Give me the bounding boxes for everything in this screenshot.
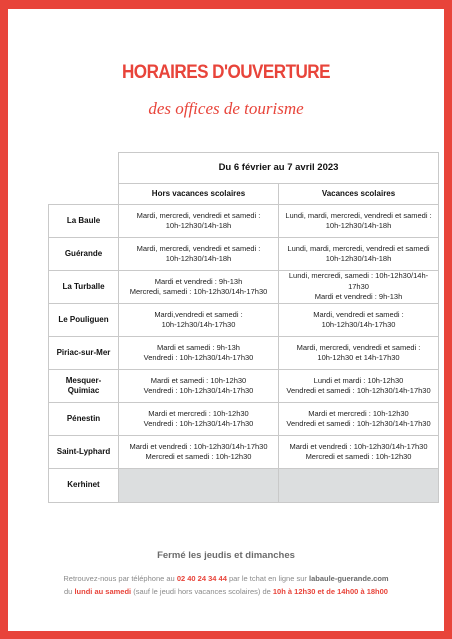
- hours-line: 10h-12h30 et 14h-17h30: [317, 353, 400, 362]
- hours-hors-vacances: [119, 271, 279, 304]
- contact-footer: [18, 572, 434, 598]
- hours-line: 10h-12h30/14h-18h: [165, 254, 232, 263]
- hours-hors-vacances: [119, 205, 279, 238]
- hours-line: Mardi et vendredi : 9h-13h: [314, 292, 403, 302]
- hours-hors-vacances: [119, 469, 279, 503]
- hours-vacances: [279, 271, 439, 304]
- hours-line: 10h-12h30/14h-17h30: [161, 320, 236, 329]
- hours-line: Lundi, mardi, mercredi, vendredi et samedi :: [285, 210, 432, 220]
- hours-hors-vacances: [119, 304, 279, 337]
- hours-vacances: [279, 337, 439, 370]
- hours-line: Mardi et samedi : 10h-12h30: [150, 375, 247, 385]
- office-name: Kerhinet: [49, 469, 119, 503]
- table-row: [49, 205, 439, 238]
- page-subtitle: des offices de tourisme: [148, 99, 304, 118]
- hours-line: Mardi et mercredi : 10h-12h30: [308, 408, 409, 418]
- hours-line: Lundi, mardi, mercredi, vendredi et samedi: [287, 243, 430, 253]
- office-name: Le Pouliguen: [49, 304, 119, 337]
- office-name: La Baule: [49, 205, 119, 238]
- office-name: Pénestin: [49, 403, 119, 436]
- hours-vacances: [279, 436, 439, 469]
- period-header: Du 6 février au 7 avril 2023: [119, 153, 439, 184]
- closed-days-note: Fermé les jeudis et dimanches: [157, 550, 295, 561]
- hours-line: Mardi,vendredi et samedi :: [154, 309, 243, 319]
- opening-hours-table: [48, 152, 439, 503]
- office-name: Guérande: [49, 238, 119, 271]
- hours-line: Mardi et vendredi : 10h-12h30/14h-17h30: [129, 441, 268, 451]
- phone-number: 02 40 24 34 44: [176, 574, 227, 583]
- hours-line: 10h-12h30/14h-18h: [165, 221, 232, 230]
- hours-hors-vacances: [119, 436, 279, 469]
- days-range: lundi au samedi: [74, 587, 132, 596]
- footer-text: par le tchat en ligne sur: [226, 574, 309, 583]
- hours-line: 10h-12h30/14h-18h: [325, 221, 392, 230]
- hours-line: Mardi et samedi : 9h-13h: [157, 342, 240, 352]
- table-row: [49, 403, 439, 436]
- hours-line: Mercredi et samedi : 10h-12h30: [305, 452, 412, 461]
- hours-vacances: [279, 370, 439, 403]
- column-header-hors-vacances: Hors vacances scolaires: [119, 184, 279, 205]
- table-corner: [49, 184, 119, 205]
- hours-range: 10h à 12h30 et de 14h00 à 18h00: [272, 587, 388, 596]
- hours-line: Mardi et vendredi : 9h-13h: [154, 276, 243, 286]
- hours-line: Mercredi et samedi : 10h-12h30: [145, 452, 252, 461]
- office-name: La Turballe: [49, 271, 119, 304]
- footer-text: (sauf le jeudi hors vacances scolaires) de: [131, 587, 273, 596]
- hours-line: Mardi et mercredi : 10h-12h30: [148, 408, 249, 418]
- table-corner: [49, 153, 119, 184]
- footer-text: du: [64, 587, 75, 596]
- hours-line: Mardi, mercredi, vendredi et samedi :: [296, 342, 421, 352]
- hours-line: Vendredi : 10h-12h30/14h-17h30: [143, 386, 254, 395]
- website-link[interactable]: labaule-guerande.com: [309, 574, 389, 583]
- hours-vacances: [279, 205, 439, 238]
- hours-vacances: [279, 469, 439, 503]
- hours-line: Vendredi : 10h-12h30/14h-17h30: [143, 419, 254, 428]
- hours-hors-vacances: [119, 403, 279, 436]
- poster-sheet: [8, 9, 444, 631]
- hours-hors-vacances: [119, 238, 279, 271]
- hours-line: Vendredi et samedi : 10h-12h30/14h-17h30: [286, 386, 431, 395]
- hours-line: Mardi, vendredi et samedi :: [313, 309, 404, 319]
- hours-line: Mercredi, samedi : 10h-12h30/14h-17h30: [129, 287, 268, 296]
- hours-line: 10h-12h30/14h-17h30: [321, 320, 396, 329]
- office-name: Saint-Lyphard: [49, 436, 119, 469]
- hours-line: Mardi, mercredi, vendredi et samedi :: [136, 243, 261, 253]
- page-title: HORAIRES D'OUVERTURE: [121, 62, 330, 83]
- schedule-body: [49, 205, 439, 503]
- hours-vacances: [279, 403, 439, 436]
- hours-line: Vendredi : 10h-12h30/14h-17h30: [143, 353, 254, 362]
- office-name: Piriac-sur-Mer: [49, 337, 119, 370]
- hours-hors-vacances: [119, 370, 279, 403]
- table-row: [49, 304, 439, 337]
- hours-vacances: [279, 238, 439, 271]
- table-row: [49, 271, 439, 304]
- office-name: Mesquer-Quimiac: [49, 370, 119, 403]
- table-row: [49, 469, 439, 503]
- hours-hors-vacances: [119, 337, 279, 370]
- hours-line: 10h-12h30/14h-18h: [325, 254, 392, 263]
- table-row: [49, 370, 439, 403]
- table-row: [49, 337, 439, 370]
- table-row: [49, 436, 439, 469]
- column-header-vacances: Vacances scolaires: [279, 184, 439, 205]
- hours-line: Lundi, mercredi, samedi : 10h-12h30/14h-17h30: [288, 271, 429, 291]
- hours-line: Mardi, mercredi, vendredi et samedi :: [136, 210, 261, 220]
- hours-line: Vendredi et samedi : 10h-12h30/14h-17h30: [286, 419, 431, 428]
- footer-text: Retrouvez-nous par téléphone au: [63, 574, 177, 583]
- hours-line: Mardi et vendredi : 10h-12h30/14h-17h30: [289, 441, 428, 451]
- hours-vacances: [279, 304, 439, 337]
- table-row: [49, 238, 439, 271]
- hours-line: Lundi et mardi : 10h-12h30: [313, 375, 404, 385]
